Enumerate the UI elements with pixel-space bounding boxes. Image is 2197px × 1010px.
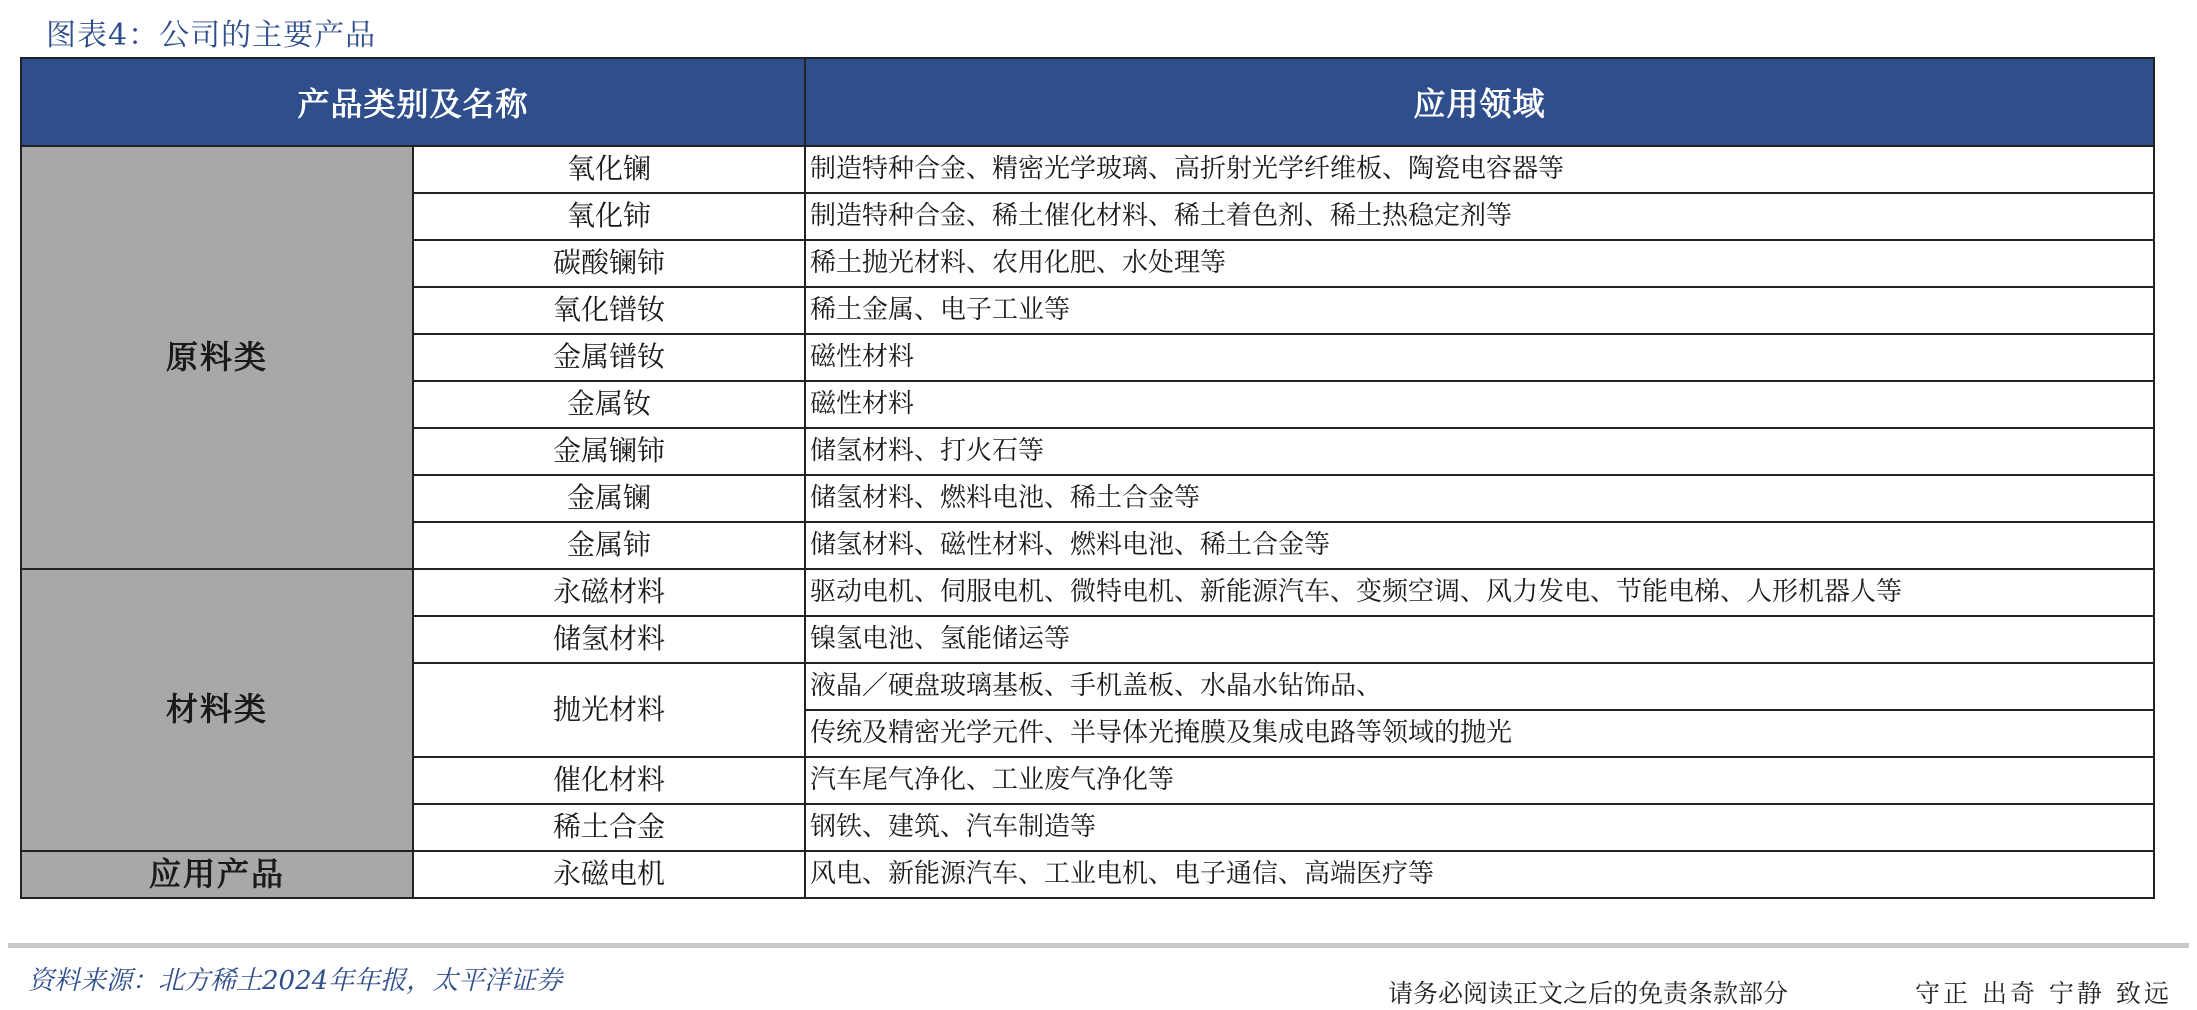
application-cell: 制造特种合金、精密光学玻璃、高折射光学纤维板、陶瓷电容器等 [805,146,2154,193]
application-cell: 磁性材料 [805,381,2154,428]
company-motto: 守正 出奇 宁静 致远 [1915,979,2172,1008]
application-cell: 稀土抛光材料、农用化肥、水处理等 [805,240,2154,287]
table-row [21,569,2154,616]
table-row [21,146,2154,193]
product-name-cell: 储氢材料 [413,616,805,663]
product-table [20,57,2155,899]
application-cell: 储氢材料、燃料电池、稀土合金等 [805,475,2154,522]
product-name-cell: 碳酸镧铈 [413,240,805,287]
category-cell: 材料类 [21,569,413,851]
header-product-category: 产品类别及名称 [21,58,805,146]
category-cell: 应用产品 [21,851,413,898]
product-name-cell: 永磁电机 [413,851,805,898]
application-cell: 驱动电机、伺服电机、微特电机、新能源汽车、变频空调、风力发电、节能电梯、人形机器人等 [805,569,2154,616]
product-table-container [20,57,2153,899]
application-cell: 汽车尾气净化、工业废气净化等 [805,757,2154,804]
application-cell: 钢铁、建筑、汽车制造等 [805,804,2154,851]
figure-title: 图表4：公司的主要产品 [46,18,377,53]
application-cell: 液晶／硬盘玻璃基板、手机盖板、水晶水钻饰品、 [805,663,2154,710]
footer-divider [8,943,2189,948]
product-name-cell: 金属镧铈 [413,428,805,475]
application-cell: 风电、新能源汽车、工业电机、电子通信、高端医疗等 [805,851,2154,898]
product-name-cell: 氧化铈 [413,193,805,240]
product-name-cell: 稀土合金 [413,804,805,851]
header-application-field: 应用领域 [805,58,2154,146]
application-cell: 储氢材料、打火石等 [805,428,2154,475]
product-name-cell: 金属钕 [413,381,805,428]
table-row [21,851,2154,898]
category-cell: 原料类 [21,146,413,569]
product-name-cell: 催化材料 [413,757,805,804]
table-body [21,146,2154,898]
disclaimer-text: 请务必阅读正文之后的免责条款部分 [1388,979,1789,1008]
application-cell: 磁性材料 [805,334,2154,381]
application-cell: 稀土金属、电子工业等 [805,287,2154,334]
product-name-cell: 金属铈 [413,522,805,569]
product-name-cell: 金属镨钕 [413,334,805,381]
table-header-row [21,58,2154,146]
application-cell: 制造特种合金、稀土催化材料、稀土着色剂、稀土热稳定剂等 [805,193,2154,240]
product-name-cell: 抛光材料 [413,663,805,757]
product-name-cell: 氧化镧 [413,146,805,193]
source-note: 资料来源：北方稀土2024年年报，太平洋证券 [28,966,563,996]
product-name-cell: 金属镧 [413,475,805,522]
product-name-cell: 永磁材料 [413,569,805,616]
product-name-cell: 氧化镨钕 [413,287,805,334]
application-cell: 镍氢电池、氢能储运等 [805,616,2154,663]
application-cell: 储氢材料、磁性材料、燃料电池、稀土合金等 [805,522,2154,569]
application-cell: 传统及精密光学元件、半导体光掩膜及集成电路等领域的抛光 [805,710,2154,757]
